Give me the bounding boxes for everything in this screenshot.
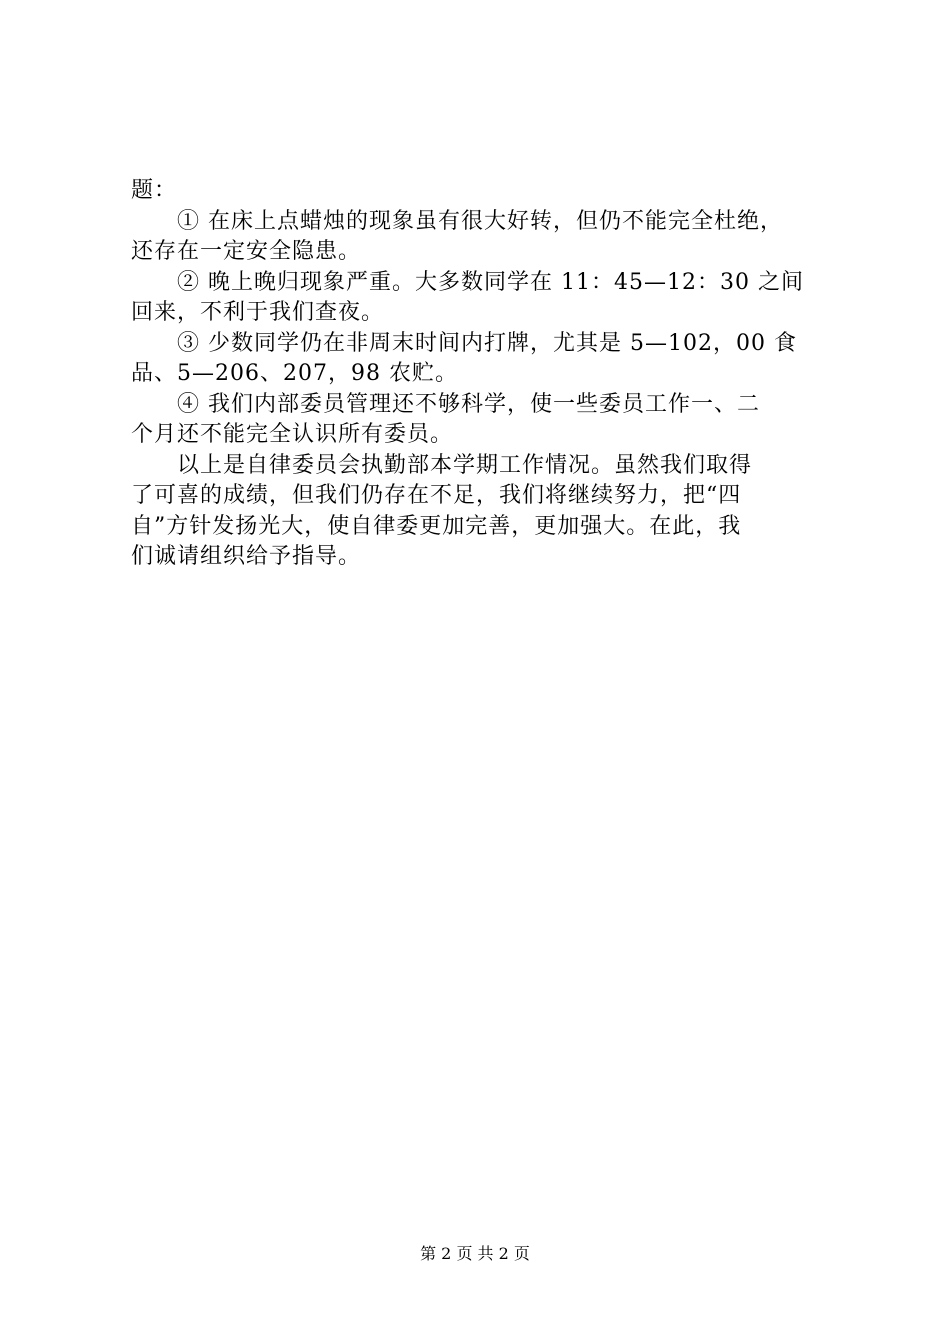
summary-paragraph-line-4: 们诚请组织给予指导。	[131, 544, 362, 569]
list-item-1-line-2: 还存在一定安全隐患。	[131, 239, 362, 264]
text-line: 题：	[131, 178, 178, 203]
document-body	[131, 176, 831, 573]
list-item-4-line-2: 个月还不能完全认识所有委员。	[131, 422, 454, 447]
summary-paragraph-line-2: 了可喜的成绩，但我们仍存在不足，我们将继续努力，把“四	[131, 483, 742, 508]
summary-paragraph-line-3: 自”方针发扬光大，使自律委更加完善，更加强大。在此，我	[131, 513, 742, 539]
list-item-2-line-2: 回来，不利于我们查夜。	[131, 300, 385, 325]
summary-paragraph-line-1: 以上是自律委员会执勤部本学期工作情况。虽然我们取得	[177, 452, 753, 478]
list-item-3-line-1: ③ 少数同学仍在非周末时间内打牌，尤其是 5—102，00 食	[177, 330, 797, 356]
list-item-3-line-2: 品、5—206、207，98 农贮。	[131, 361, 458, 386]
list-item-1-line-1: ① 在床上点蜡烛的现象虽有很大好转，但仍不能完全杜绝，	[177, 208, 783, 234]
list-item-4-line-1: ④ 我们内部委员管理还不够科学，使一些委员工作一、二	[177, 391, 760, 417]
page-footer: 第 2 页 共 2 页	[420, 1244, 530, 1263]
list-item-2-line-1: ② 晚上晚归现象严重。大多数同学在 11：45—12：30 之间	[177, 269, 804, 295]
